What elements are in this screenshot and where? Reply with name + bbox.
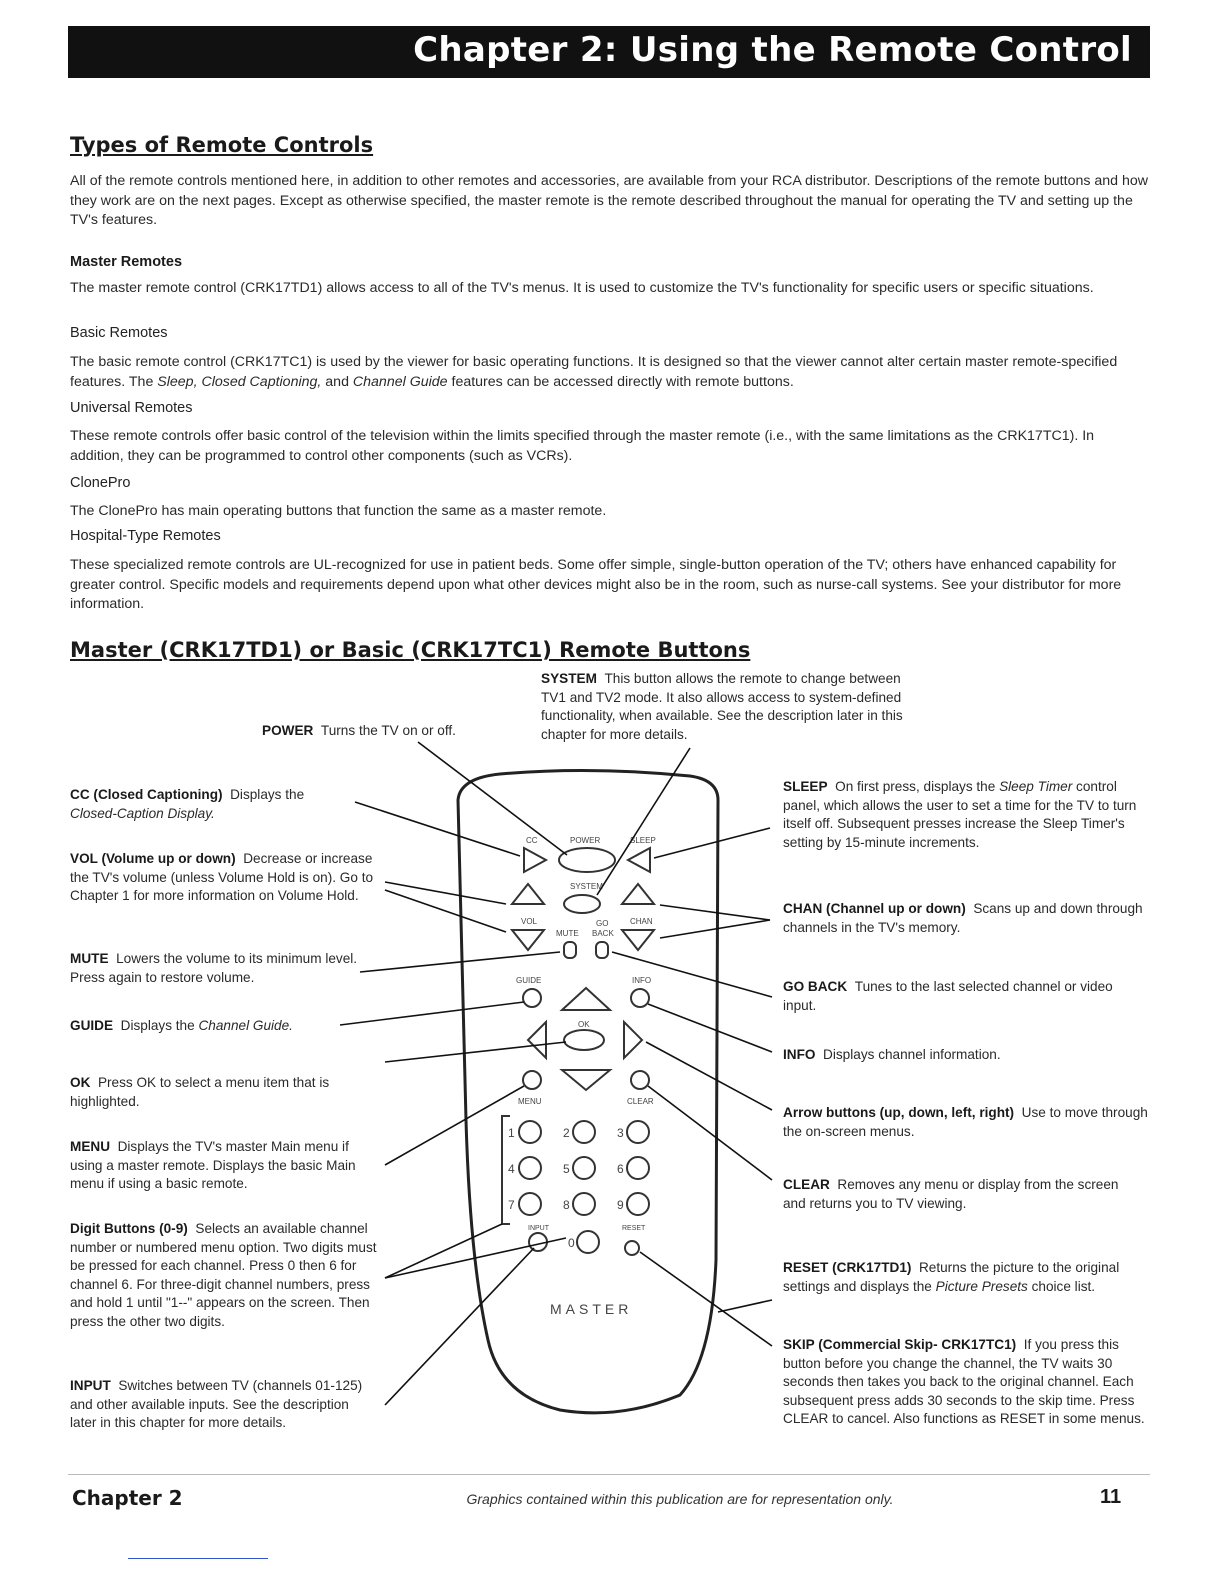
remote-go-label: GO [596,919,609,928]
clonepro-text: The ClonePro has main operating buttons that function the same as a master remote. [70,503,607,519]
remote-d5: 5 [563,1162,570,1176]
universal-remotes-text: These remote controls offer basic control of the television within the limits specified through the master remote (i.e., with the same limitations as the CRK17TC1). In addition, they can be programmed to control other components (such as VCRs). [70,428,1095,464]
mute-label: MUTE Lowers the volume to its minimum level. Press again to restore volume. [70,951,358,985]
remote-menu-label: MENU [518,1097,542,1106]
remote-vol-label: VOL [521,917,538,926]
footer-chapter: Chapter 2 [72,1486,183,1510]
master-remotes-text: The master remote control (CRK17TD1) allows access to all of the TV's menus. It is used to customize the TV's functionality for specific users or specific situations. [70,280,1094,296]
buttons-heading: Master (CRK17TD1) or Basic (CRK17TC1) Remote Buttons [70,638,751,662]
remote-d7: 7 [508,1198,515,1212]
remote-d1: 1 [508,1126,515,1140]
remote-d0: 0 [568,1236,575,1250]
sleep-label: SLEEP On first press, displays the Sleep Timer control panel, which allows the user to set a time for the TV to turn itself off. Subsequent presses increase the Sleep Timer's setting by 15-minute increments. [783,779,1137,850]
ok-label: OK Press OK to select a menu item that is highlighted. [70,1075,330,1109]
input-label: INPUT Switches between TV (channels 01-125) and other available inputs. See the description later in this chapter for more details. [70,1378,363,1431]
power-label: POWER Turns the TV on or off. [262,723,456,738]
remote-reset-label: RESET [622,1225,646,1232]
chapter-title: Chapter 2: Using the Remote Control [413,30,1132,70]
menu-label: MENU Displays the TV's master Main menu if using a master remote. Displays the basic Main menu if using a basic remote. [70,1139,356,1192]
remote-input-label: INPUT [528,1225,549,1232]
remote-d9: 9 [617,1198,624,1212]
remote-d8: 8 [563,1198,570,1212]
cc-label: CC (Closed Captioning) Displays the Closed-Caption Display. [70,787,305,821]
scan-mark-line [128,1558,268,1559]
info-label: INFO Displays channel information. [783,1047,1001,1062]
remote-power-label: POWER [570,836,601,845]
chan-label: CHAN (Channel up or down) Scans up and down through channels in the TV's memory. [783,901,1143,935]
basic-remotes-text: The basic remote control (CRK17TC1) is used by the viewer for basic operating functions. It is designed so that the viewer cannot alter certain master remote-specified features. The Sleep, Closed Captioning, and Channel Guide features can be accessed directly with remote buttons. [70,354,1118,390]
types-intro: All of the remote controls mentioned here, in addition to other remotes and accessories, are available from your RCA distributor. Descriptions of the remote buttons and how they work are on the next pages. Except as otherwise specified, the master remote is the remote described throughout the manual for operating the TV and setting up the TV's features. [70,173,1149,228]
remote-guide-label: GUIDE [516,976,542,985]
universal-remotes-title: Universal Remotes [70,400,193,416]
remote-d4: 4 [508,1162,515,1176]
remote-ok-label: OK [578,1020,590,1029]
hospital-remotes-text: These specialized remote controls are UL-recognized for use in patient beds. Some offer simple, single-button operation of the TV; others have enhanced capability for greater control. Specific models and requirements depend upon what other devices might also be in the room, such as nurse-call systems. See your distributor for more information. [70,557,1122,612]
remote-chan-label: CHAN [630,917,653,926]
remote-back-label: BACK [592,929,614,938]
footer-note: Graphics contained within this publication are for representation only. [466,1491,894,1507]
basic-remotes-title: Basic Remotes [70,325,168,341]
goback-label: GO BACK Tunes to the last selected channel or video input. [783,979,1113,1013]
digit-buttons-label: Digit Buttons (0-9) Selects an available channel number or numbered menu option. Two digits must be pressed for each channel. Press 0 then 6 for channel 6. For three-digit channel numbers, press and hold 1 until "1--" appears on the screen. Then press the other two digits. [70,1221,377,1329]
remote-d6: 6 [617,1162,624,1176]
clear-label: CLEAR Removes any menu or display from the screen and returns you to TV viewing. [783,1177,1119,1211]
remote-d3: 3 [617,1126,624,1140]
page-number: 11 [1100,1486,1122,1508]
types-heading: Types of Remote Controls [70,133,374,157]
system-label: SYSTEM This button allows the remote to change between TV1 and TV2 mode. It also allows access to system-defined functionality, when available. See the description later in this chapter for more details. [541,671,903,742]
remote-system-label: SYSTEM [570,882,603,891]
remote-d2: 2 [563,1126,570,1140]
guide-label: GUIDE Displays the Channel Guide. [70,1018,293,1033]
master-remotes-title: Master Remotes [70,254,183,270]
remote-info-label: INFO [632,976,652,985]
remote-clear-label: CLEAR [627,1097,654,1106]
clonepro-title: ClonePro [70,475,131,491]
remote-brand-label: MASTER [550,1301,633,1317]
vol-label: VOL (Volume up or down) Decrease or increase the TV's volume (unless Volume Hold is on). Go to Chapter 1 for more information on Volume Hold. [70,851,374,904]
footer-divider [68,1474,1150,1475]
remote-mute-label: MUTE [556,929,579,938]
remote-sleep-label: SLEEP [630,836,656,845]
arrow-buttons-label: Arrow buttons (up, down, left, right) Use to move through the on-screen menus. [783,1105,1148,1139]
hospital-remotes-title: Hospital-Type Remotes [70,528,221,544]
reset-label: RESET (CRK17TD1) Returns the picture to the original settings and displays the Picture Presets choice list. [783,1260,1120,1294]
remote-cc-label: CC [526,836,538,845]
skip-label: SKIP (Commercial Skip- CRK17TC1) If you press this button before you change the channel, the TV waits 30 seconds then takes you back to the original channel. Each subsequent press adds 30 seconds to the skip time. Press CLEAR to cancel. Also functions as RESET in some menus. [783,1337,1145,1427]
